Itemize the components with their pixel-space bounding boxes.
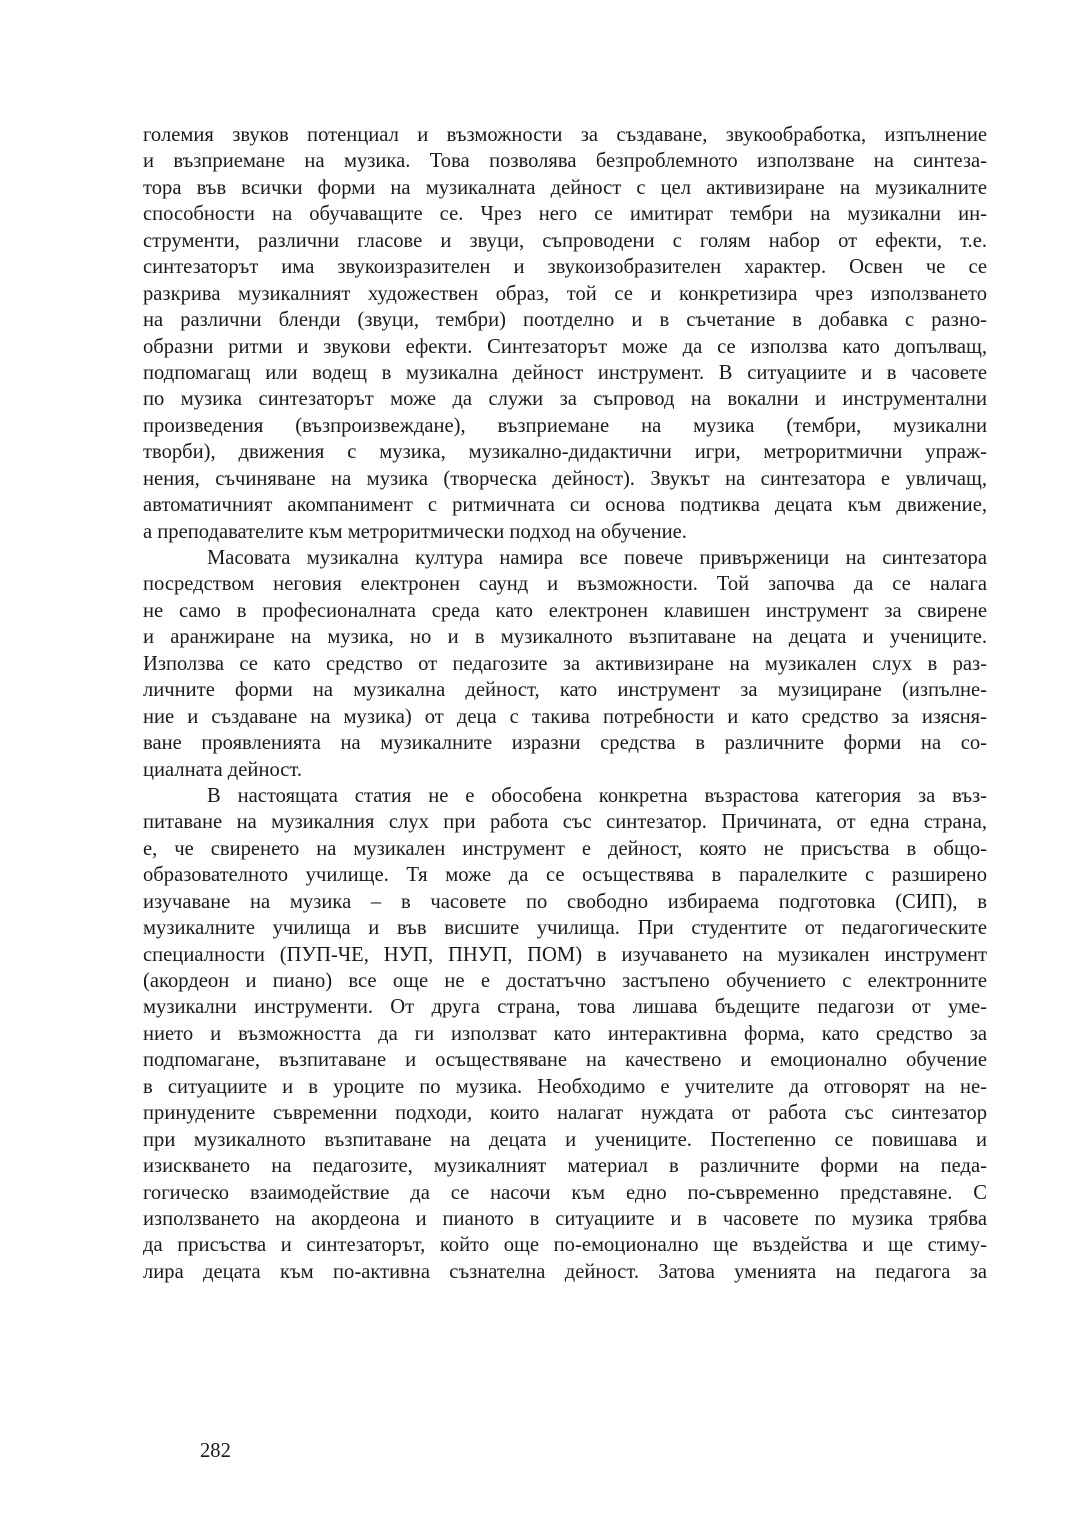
text-line: специалности (ПУП-ЧЕ, НУП, ПНУП, ПОМ) в изучаването на музикален инструмент [143, 943, 987, 966]
text-line: изучаване на музика – в часовете по свободно избираема подготовка (СИП), в [143, 890, 987, 913]
text-line: подпомагащ или водещ в музикална дейност инструмент. В ситуациите и в часовете [143, 361, 987, 384]
text-line: (акордеон и пиано) все още не е достатъчно застъпено обучението с електронните [143, 970, 987, 992]
text-line: големия звуков потенциал и възможности за създаване, звукообработка, изпълнение [143, 124, 987, 146]
text-line: творби), движения с музика, музикално-дидактични игри, метроритмични упраж- [143, 441, 987, 464]
text-line: способности на обучаващите се. Чрез него се имитират тембри на музикални ин- [143, 203, 987, 226]
text-line: произведения (възпроизвеждане), възприемане на музика (тембри, музикални [143, 414, 987, 437]
text-line: изискването на педагозите, музикалният материал в различните форми на педа- [143, 1155, 987, 1178]
text-line: по музика синтезаторът може да служи за съпровод на вокални и инструментални [143, 388, 987, 411]
text-line: питаване на музикалния слух при работа със синтезатор. Причината, от една страна, [143, 811, 987, 834]
text-line: ние и създаване на музика) от деца с такива потребности и като средство за изясня- [143, 705, 987, 728]
text-line: и възприемане на музика. Това позволява безпроблемното използване на синтеза- [143, 150, 987, 173]
text-line: посредством неговия електронен саунд и възможности. Той започва да се налага [143, 573, 987, 596]
text-line: музикалните училища и във висшите училища. При студентите от педагогическите [143, 917, 987, 940]
text-line: нието и възможността да ги използват като интерактивна форма, като средство за [143, 1022, 987, 1045]
text-line: автоматичният акомпанимент с ритмичната си основа подтиква децата към движение, [143, 494, 987, 517]
text-line: не само в професионалната среда като електронен клавишен инструмент за свирене [143, 599, 987, 622]
text-line: използването на акордеона и пианото в ситуациите и в часовете по музика трябва [143, 1207, 987, 1230]
body-text [143, 122, 987, 1285]
text-line: разкрива музикалният художествен образ, той се и конкретизира чрез използването [143, 282, 987, 305]
text-line: в ситуациите и в уроците по музика. Необходимо е учителите да отговорят на не- [143, 1075, 987, 1098]
text-line: циалната дейност. [143, 758, 303, 781]
text-line: В настоящата статия не е обособена конкретна възрастова категория за въз- [207, 784, 987, 807]
text-line: образни ритми и звукови ефекти. Синтезаторът може да се използва като допълващ, [143, 335, 987, 358]
paragraph [143, 783, 987, 1285]
text-line: нения, съчиняване на музика (творческа дейност). Звукът на синтезатора е увличащ, [143, 467, 987, 490]
text-line: тора във всички форми на музикалната дейност с цел активизиране на музикалните [143, 176, 987, 199]
text-line: е, че свиренето на музикален инструмент е дейност, която не присъства в общо- [143, 837, 987, 860]
text-line: а преподавателите към метроритмически подход на обучение. [143, 520, 687, 543]
text-line: и аранжиране на музика, но и в музикалното възпитаване на децата и учениците. [143, 626, 987, 649]
text-line: личните форми на музикална дейност, като инструмент за музициране (изпълне- [143, 679, 987, 702]
text-line: музикални инструменти. От друга страна, това лишава бъдещите педагози от уме- [143, 996, 987, 1019]
text-line: Използва се като средство от педагозите за активизиране на музикален слух в раз- [143, 652, 987, 675]
page-number: 282 [200, 1440, 231, 1462]
text-line: да присъства и синтезаторът, който още по-емоционално ще въздейства и ще стиму- [143, 1234, 987, 1257]
paragraph [143, 122, 987, 545]
text-line: на различни бленди (звуци, тембри) поотделно и в съчетание в добавка с разно- [143, 309, 987, 332]
text-line: струменти, различни гласове и звуци, съпроводени с голям набор от ефекти, т.е. [143, 229, 987, 252]
text-line: при музикалното възпитаване на децата и учениците. Постепенно се повишава и [143, 1128, 987, 1151]
text-line: подпомагане, възпитаване и осъществяване на качествено и емоционално обучение [143, 1049, 987, 1072]
text-line: ване проявленията на музикалните изразни средства в различните форми на со- [143, 732, 987, 755]
paragraph [143, 545, 987, 783]
text-line: синтезаторът има звукоизразителен и звукоизобразителен характер. Освен че се [143, 256, 987, 279]
text-line: гогическо взаимодействие да се насочи към едно по-съвременно представяне. С [143, 1181, 987, 1204]
text-line: принудените съвременни подходи, които налагат нуждата от работа със синтезатор [143, 1102, 987, 1125]
text-line: образователното училище. Тя може да се осъществява в паралелките с разширено [143, 864, 987, 887]
text-line: лира децата към по-активна съзнателна дейност. Затова уменията на педагога за [143, 1260, 987, 1283]
text-line: Масовата музикална култура намира все повече привърженици на синтезатора [207, 547, 987, 569]
